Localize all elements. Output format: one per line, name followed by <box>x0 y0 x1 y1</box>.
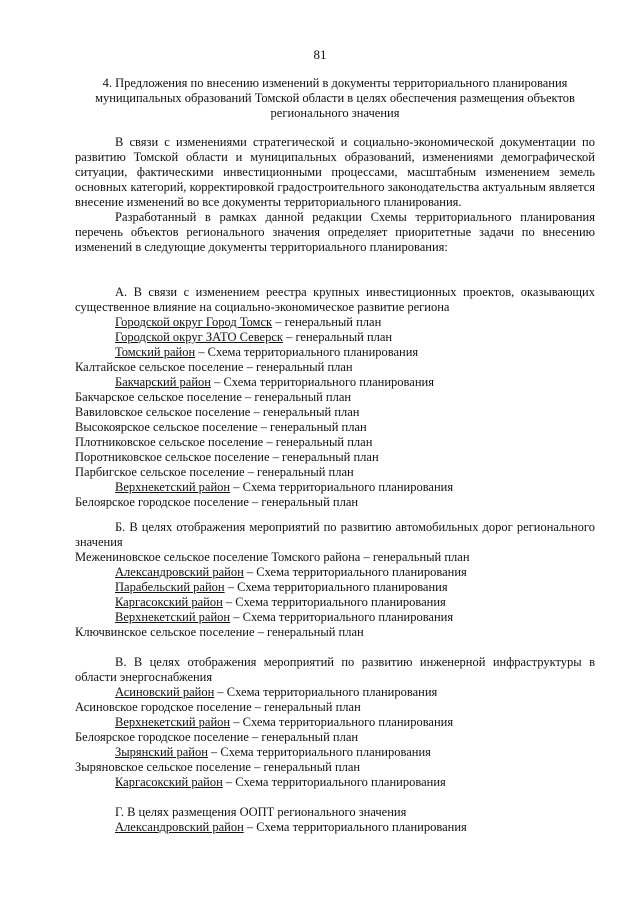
municipality-link[interactable]: Верхнекетский район <box>115 610 231 624</box>
document-type: – генеральный план <box>241 390 352 404</box>
municipality-link[interactable]: Каргасокский район <box>115 595 223 609</box>
list-item <box>75 565 595 580</box>
municipality-name: Межениновское сельское поселение Томского района <box>75 550 361 564</box>
document-type: – генеральный план <box>250 760 361 774</box>
list-item <box>75 345 595 360</box>
section-v <box>75 655 595 790</box>
municipality-name: Высокоярское сельское поселение <box>75 420 258 434</box>
municipality-link[interactable]: Асиновский район <box>115 685 215 699</box>
document-type: – Схема территориального планирования <box>195 345 419 359</box>
section-a-list <box>75 315 595 510</box>
list-item <box>75 745 595 760</box>
list-item <box>75 375 595 390</box>
document-type: – генеральный план <box>251 700 361 714</box>
document-type: – генеральный план <box>244 465 354 479</box>
document-type: – генеральный план <box>282 330 393 344</box>
list-item <box>75 495 595 510</box>
list-item <box>75 595 595 610</box>
municipality-name: Бакчарское сельское поселение <box>75 390 242 404</box>
document-type: – генеральный план <box>243 360 353 374</box>
list-item <box>75 420 595 435</box>
municipality-name: Асиновское городское поселение <box>75 700 252 714</box>
section-b <box>75 520 595 640</box>
section-v-list <box>75 685 595 790</box>
document-type: – Схема территориального планирования <box>230 610 454 624</box>
list-item <box>75 580 595 595</box>
municipality-link[interactable]: Городской округ Город Томск <box>115 315 273 329</box>
municipality-name: Белоярское городское поселение <box>75 730 249 744</box>
document-type: – Схема территориального планирования <box>243 820 467 834</box>
municipality-link[interactable]: Александровский район <box>115 565 244 579</box>
document-type: – Схема территориального планирования <box>243 565 467 579</box>
page-number: 81 <box>313 47 327 62</box>
section-b-list <box>75 550 595 640</box>
municipality-name: Поротниковское сельское поселение <box>75 450 270 464</box>
section-heading: 4. Предложения по внесению изменений в документы территориального планирования муниципальных образований Томской области в целях обеспечения размещения объектов регионального значения <box>95 76 575 120</box>
list-item <box>75 685 595 700</box>
list-item <box>75 610 595 625</box>
document-type: – генеральный план <box>248 730 359 744</box>
document-type: – Схема территориального планирования <box>207 745 431 759</box>
list-item <box>75 730 595 745</box>
intro-paragraph-2: Разработанный в рамках данной редакции Схемы территориального планирования перечень объектов регионального значения определяет приоритетные задачи по внесению изменений в следующие документы территориального планирования: <box>75 210 595 254</box>
document-type: – генеральный план <box>254 625 364 639</box>
list-item <box>75 405 595 420</box>
document-type: – генеральный план <box>263 435 373 449</box>
list-item <box>75 390 595 405</box>
municipality-name: Белоярское городское поселение <box>75 495 249 509</box>
municipality-name: Вавиловское сельское поселение <box>75 405 251 419</box>
list-item <box>75 360 595 375</box>
list-item <box>75 760 595 775</box>
document-type: – Схема территориального планирования <box>222 775 446 789</box>
list-item <box>75 700 595 715</box>
municipality-link[interactable]: Верхнекетский район <box>115 480 231 494</box>
list-item <box>75 715 595 730</box>
list-item <box>75 625 595 640</box>
municipality-name: Ключвинское сельское поселение <box>75 625 255 639</box>
list-item <box>75 315 595 330</box>
list-item <box>75 820 595 835</box>
list-item <box>75 775 595 790</box>
municipality-name: Плотниковское сельское поселение <box>75 435 264 449</box>
list-item <box>75 480 595 495</box>
municipality-name: Калтайское сельское поселение <box>75 360 244 374</box>
document-type: – генеральный план <box>250 405 360 419</box>
municipality-link[interactable]: Каргасокский район <box>115 775 223 789</box>
section-a-title: А. В связи с изменением реестра крупных инвестиционных проектов, оказывающих существенное влияние на социально-экономическое развитие региона <box>75 285 595 314</box>
intro-block <box>75 135 595 255</box>
municipality-link[interactable]: Городской округ ЗАТО Северск <box>115 330 283 344</box>
municipality-name: Парбигское сельское поселение <box>75 465 245 479</box>
document-type: – Схема территориального планирования <box>230 715 454 729</box>
document-type: – Схема территориального планирования <box>222 595 446 609</box>
municipality-link[interactable]: Зырянский район <box>115 745 208 759</box>
list-item <box>75 435 595 450</box>
document-type: – Схема территориального планирования <box>214 685 438 699</box>
municipality-link[interactable]: Верхнекетский район <box>115 715 231 729</box>
municipality-link[interactable]: Александровский район <box>115 820 244 834</box>
section-g-list <box>75 820 595 835</box>
list-item <box>75 465 595 480</box>
municipality-name: Зыряновское сельское поселение <box>75 760 251 774</box>
document-type: – генеральный план <box>272 315 382 329</box>
document-type: – Схема территориального планирования <box>224 580 448 594</box>
document-type: – генеральный план <box>360 550 470 564</box>
document-type: – генеральный план <box>248 495 359 509</box>
municipality-link[interactable]: Бакчарский район <box>115 375 211 389</box>
intro-paragraph-1: В связи с изменениями стратегической и социально-экономической документации по развитию Томской области и муниципальных образований, изменениями демографической ситуации, фактическими инвестиционными процессами, масштабным изменением земель основных категорий, корректировкой градостроительного законодательства актуальным является внесение изменений во все документы территориального планирования. <box>75 135 595 209</box>
document-type: – Схема территориального планирования <box>230 480 454 494</box>
list-item <box>75 450 595 465</box>
list-item <box>75 550 595 565</box>
document-type: – генеральный план <box>257 420 367 434</box>
section-b-title: Б. В целях отображения мероприятий по развитию автомобильных дорог регионального значения <box>75 520 595 549</box>
document-type: – Схема территориального планирования <box>210 375 434 389</box>
municipality-link[interactable]: Парабельский район <box>115 580 225 594</box>
section-v-title: В. В целях отображения мероприятий по развитию инженерной инфраструктуры в области энергоснабжения <box>75 655 595 684</box>
document-type: – генеральный план <box>269 450 379 464</box>
section-g <box>75 805 595 835</box>
section-g-title: Г. В целях размещения ООПТ регионального значения <box>115 805 407 819</box>
list-item <box>75 330 595 345</box>
section-a <box>75 285 595 510</box>
municipality-link[interactable]: Томский район <box>115 345 196 359</box>
